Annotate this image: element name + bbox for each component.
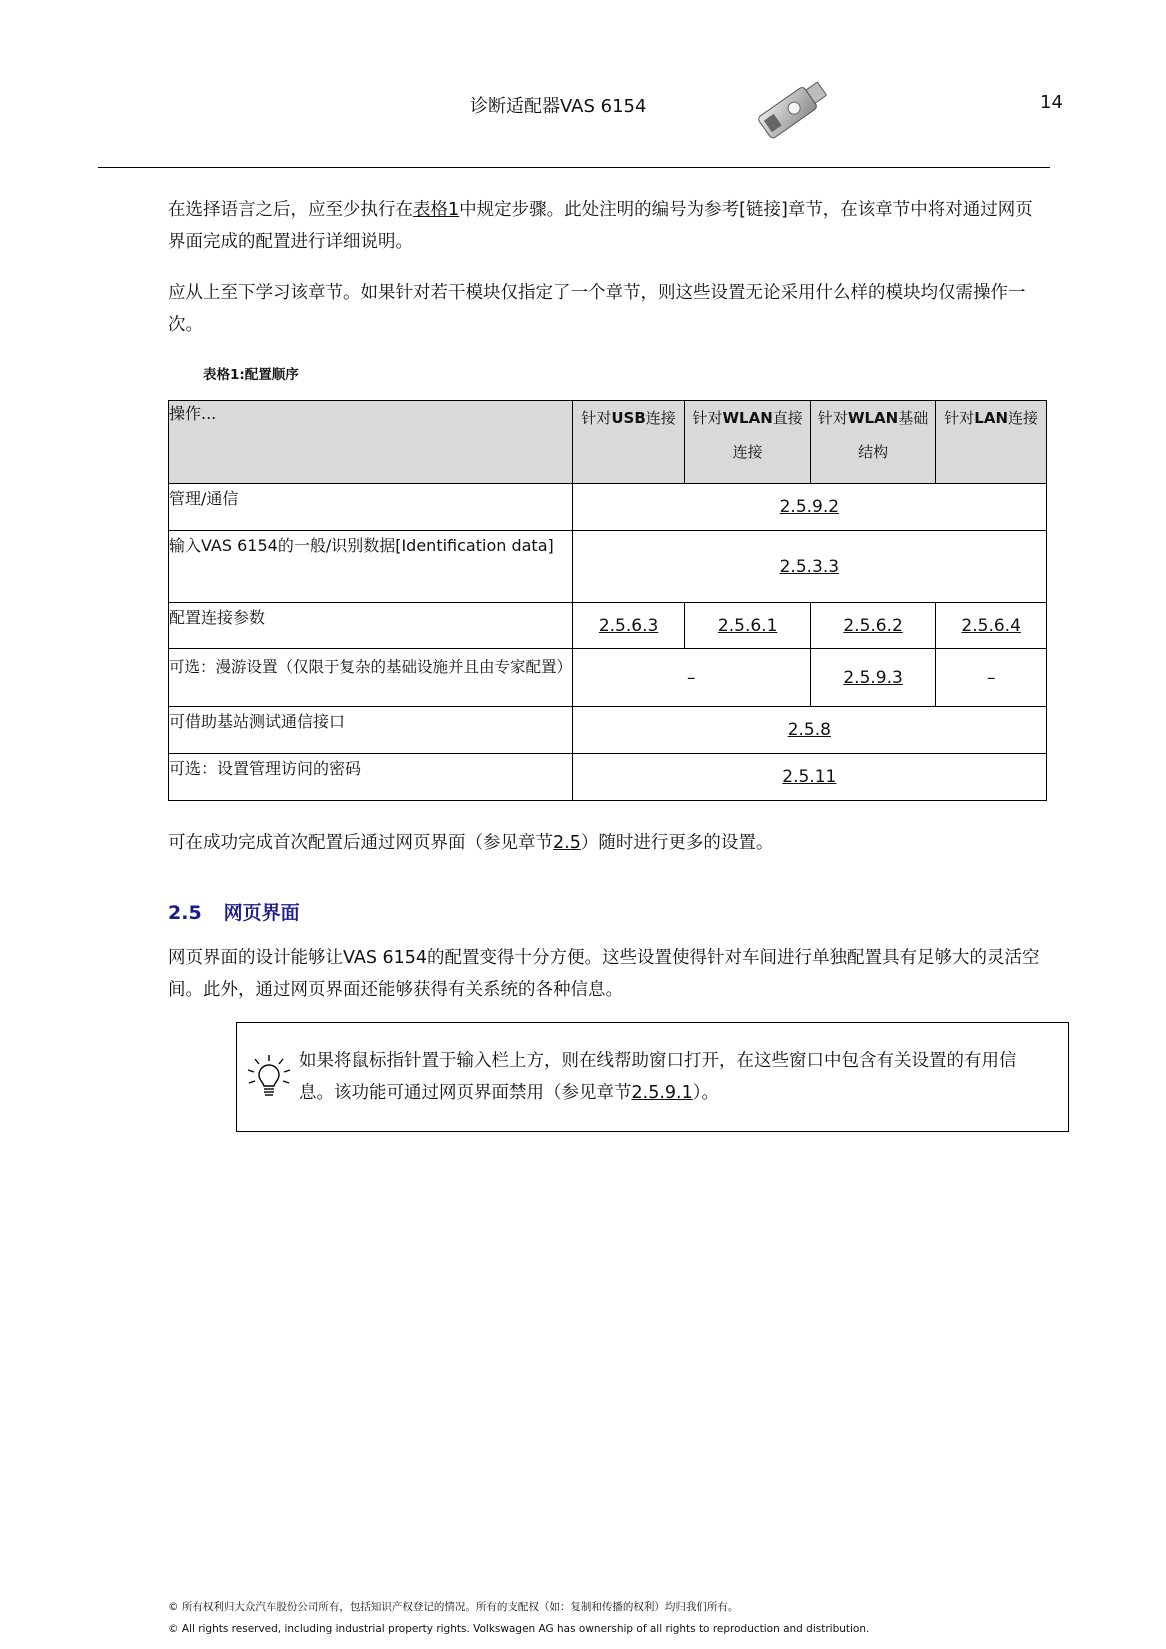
- configuration-order-table: [168, 400, 1047, 801]
- section-2-5-9-1-link[interactable]: 2.5.9.1: [631, 1083, 693, 1103]
- table-row: [169, 603, 1047, 649]
- section-link[interactable]: 2.5.8: [787, 720, 831, 740]
- header-lan: 针对LAN连接: [936, 401, 1047, 484]
- table-row: [169, 531, 1047, 603]
- after-table-paragraph: 可在成功完成首次配置后通过网页界面（参见章节2.5）随时进行更多的设置。: [168, 833, 774, 853]
- section-number: 2.5: [168, 902, 202, 924]
- table-1-link[interactable]: 表格1: [413, 200, 460, 220]
- footer-copyright-english: © All rights reserved, including industrial property rights. Volkswagen AG has ownership of all rights to reproduction and distribution.: [168, 1623, 870, 1635]
- table-header-row: [169, 401, 1047, 484]
- note-box: [236, 1022, 1069, 1132]
- table-caption: 表格1:配置顺序: [203, 367, 299, 383]
- row-label: 可借助基站测试通信接口: [169, 707, 573, 754]
- section-link[interactable]: 2.5.11: [782, 767, 837, 787]
- footer-copyright-chinese: © 所有权利归大众汽车股份公司所有，包括知识产权登记的情况。所有的支配权（如：复制和传播的权利）均归我们所有。: [168, 1601, 739, 1613]
- section-link[interactable]: 2.5.6.2: [843, 615, 903, 636]
- row-label: 配置连接参数: [169, 603, 573, 649]
- section-link[interactable]: 2.5.9.2: [779, 497, 840, 517]
- intro-paragraph-1: 在选择语言之后，应至少执行在表格1中规定步骤。此处注明的编号为参考[链接]章节，在该章节中将对通过网页界面完成的配置进行详细说明。: [168, 200, 1033, 252]
- header-wlan-direct: 针对WLAN直接连接: [685, 401, 810, 484]
- row-label: 可选：漫游设置（仅限于复杂的基础设施并且由专家配置）: [169, 649, 573, 707]
- section-body-paragraph: 网页界面的设计能够让VAS 6154的配置变得十分方便。这些设置使得针对车间进行单独配置具有足够大的灵活空间。此外，通过网页界面还能够获得有关系统的各种信息。: [168, 948, 1040, 1000]
- note-text: 如果将鼠标指针置于输入栏上方，则在线帮助窗口打开，在这些窗口中包含有关设置的有用信息。该功能可通过网页界面禁用（参见章节2.5.9.1）。: [299, 1051, 1017, 1103]
- section-link[interactable]: 2.5.6.3: [598, 615, 659, 636]
- page-header-title: 诊断适配器VAS 6154: [470, 96, 647, 117]
- not-applicable-cell: –: [572, 649, 810, 707]
- usb-adapter-icon: [745, 74, 835, 148]
- section-title: 网页界面: [223, 902, 300, 924]
- table-row: [169, 484, 1047, 531]
- table-row: [169, 649, 1047, 707]
- row-label: 管理/通信: [169, 484, 573, 531]
- table-row: [169, 754, 1047, 801]
- header-divider: [98, 167, 1050, 168]
- section-2-5-link[interactable]: 2.5: [553, 833, 581, 853]
- page-number: 14: [1040, 92, 1063, 113]
- intro-paragraph-2: 应从上至下学习该章节。如果针对若干模块仅指定了一个章节，则这些设置无论采用什么样的模块均仅需操作一次。: [168, 283, 1026, 335]
- table-row: [169, 707, 1047, 754]
- row-label: 输入VAS 6154的一般/识别数据[Identification data]: [169, 531, 573, 603]
- row-label: 可选：设置管理访问的密码: [169, 754, 573, 801]
- header-wlan-infrastructure: 针对WLAN基础结构: [810, 401, 935, 484]
- header-operation: 操作...: [169, 401, 573, 484]
- section-link[interactable]: 2.5.6.4: [961, 615, 1021, 636]
- section-link[interactable]: 2.5.6.1: [717, 615, 778, 636]
- header-usb: 针对USB连接: [572, 401, 685, 484]
- lightbulb-icon: [245, 1053, 293, 1101]
- section-link[interactable]: 2.5.9.3: [843, 667, 903, 688]
- section-heading: [168, 898, 300, 925]
- not-applicable-cell: –: [936, 649, 1047, 707]
- section-link[interactable]: 2.5.3.3: [779, 556, 840, 577]
